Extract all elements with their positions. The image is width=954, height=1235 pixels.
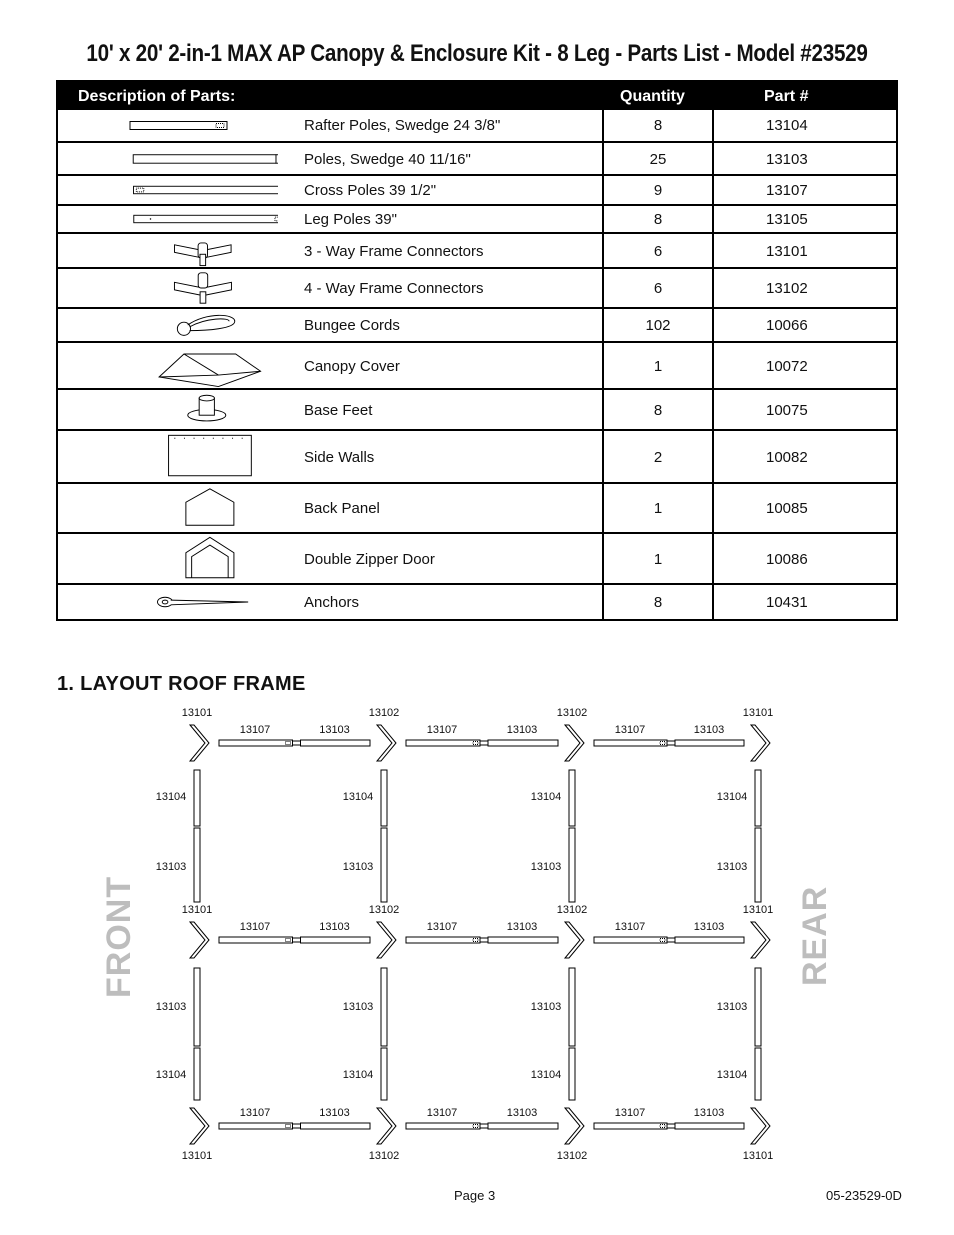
three-way-connector-icon [88, 234, 278, 267]
four-way-connector [565, 922, 584, 958]
swedge-pole-icon [88, 143, 278, 174]
pole-label: 13103 [319, 1107, 350, 1119]
quantity-cell [602, 390, 712, 429]
pole-label: 13107 [614, 724, 646, 736]
part-quantity: 8 [653, 211, 663, 228]
part-quantity: 6 [653, 243, 663, 260]
connector-label: 13101 [181, 707, 213, 719]
four-way-connector [377, 1108, 396, 1144]
part-number: 10431 [766, 594, 808, 611]
quantity-cell [602, 234, 712, 267]
swedge-pole [755, 828, 761, 902]
cross-pole [406, 740, 480, 746]
part-description: Leg Poles 39" [304, 211, 397, 228]
three-way-connector [190, 1108, 209, 1144]
cross-pole [594, 1123, 667, 1129]
connector-label: 13101 [742, 1150, 774, 1162]
swedge-pole [301, 1123, 371, 1129]
part-number: 13104 [766, 117, 808, 134]
table-row [58, 110, 896, 141]
part-number: 10066 [766, 317, 808, 334]
table-row [58, 482, 896, 532]
pole-label: 13103 [319, 724, 350, 736]
part-description: Side Walls [304, 449, 375, 466]
cross-pole [594, 937, 667, 943]
leg-pole-icon [88, 206, 278, 232]
part-quantity: 8 [653, 117, 663, 134]
pole-label: 13103 [716, 861, 748, 873]
part-number-cell [712, 343, 896, 388]
three-way-connector [190, 725, 209, 761]
part-number: 10082 [766, 449, 808, 466]
rafter-pole [381, 770, 387, 826]
swedge-pole [381, 968, 387, 1046]
swedge-joint [667, 938, 675, 942]
table-row [58, 583, 896, 619]
part-number: 10075 [766, 402, 808, 419]
quantity-cell [602, 309, 712, 341]
table-row [58, 267, 896, 307]
table-row [58, 388, 896, 429]
swedge-joint [480, 1124, 488, 1128]
part-number: 10085 [766, 500, 808, 517]
swedge-pole [675, 937, 744, 943]
table-row [58, 341, 896, 388]
pole-label: 13107 [426, 724, 458, 736]
zipper-door-icon [88, 534, 278, 583]
swedge-pole [301, 937, 371, 943]
page-title: 10' x 20' 2-in-1 MAX AP Canopy & Enclosure Kit - 8 Leg - Parts List - Model #23529 [86, 40, 868, 67]
quantity-cell [602, 484, 712, 532]
part-quantity: 1 [653, 551, 663, 568]
part-description: Bungee Cords [304, 317, 400, 334]
connector-label: 13101 [181, 1150, 213, 1162]
quantity-cell [602, 176, 712, 204]
swedge-pole [488, 1123, 558, 1129]
rafter-pole [569, 770, 575, 826]
bungee-cord-icon [88, 309, 278, 341]
swedge-joint [293, 1124, 301, 1128]
quantity-cell [602, 110, 712, 141]
pole-label: 13103 [155, 1001, 187, 1013]
part-number: 10086 [766, 551, 808, 568]
part-number-cell [712, 309, 896, 341]
four-way-connector [565, 1108, 584, 1144]
pole-label: 13107 [426, 921, 458, 933]
pole-label: 13103 [530, 861, 562, 873]
table-row [58, 307, 896, 341]
table-row [58, 532, 896, 583]
part-number-cell [712, 534, 896, 583]
document-number: 05-23529-0D [826, 1188, 902, 1203]
pole-label: 13103 [506, 724, 538, 736]
part-description: Base Feet [304, 402, 373, 419]
cross-pole [219, 740, 293, 746]
swedge-pole [381, 828, 387, 902]
part-description: Rafter Poles, Swedge 24 3/8" [304, 117, 501, 134]
part-number-cell [712, 484, 896, 532]
canopy-cover-icon [88, 343, 278, 388]
part-quantity: 2 [653, 449, 663, 466]
swedge-pole [675, 1123, 744, 1129]
four-way-connector-icon [88, 269, 278, 307]
rafter-pole [381, 1048, 387, 1100]
pole-label: 13103 [506, 921, 538, 933]
swedge-pole [488, 740, 558, 746]
pole-label: 13104 [155, 1069, 187, 1081]
table-body [58, 110, 896, 619]
three-way-connector [751, 1108, 770, 1144]
pole-label: 13107 [614, 921, 646, 933]
part-quantity: 6 [653, 280, 663, 297]
quantity-cell [602, 431, 712, 482]
pole-label: 13103 [342, 1001, 374, 1013]
table-row [58, 232, 896, 267]
quantity-cell [602, 269, 712, 307]
pole-label: 13103 [693, 1107, 725, 1119]
part-description: Canopy Cover [304, 358, 400, 375]
part-number-cell [712, 206, 896, 232]
side-wall-icon [88, 431, 278, 482]
rear-label: REAR [796, 885, 834, 986]
pole-label: 13104 [342, 791, 374, 803]
pole-label: 13104 [716, 791, 748, 803]
quantity-cell [602, 534, 712, 583]
table-row [58, 141, 896, 174]
connector-label: 13102 [368, 707, 400, 719]
rafter-pole [569, 1048, 575, 1100]
part-number: 10072 [766, 358, 808, 375]
swedge-joint [667, 741, 675, 745]
part-number-cell [712, 431, 896, 482]
quantity-cell [602, 206, 712, 232]
part-quantity: 8 [653, 402, 663, 419]
roof-frame-diagram [0, 690, 954, 1170]
cross-pole [406, 937, 480, 943]
part-number-cell [712, 269, 896, 307]
page-number: Page 3 [454, 1188, 496, 1203]
part-description: Poles, Swedge 40 11/16" [304, 151, 471, 168]
four-way-connector [377, 725, 396, 761]
pole-label: 13104 [530, 1069, 562, 1081]
pole-label: 13103 [155, 861, 187, 873]
back-panel-icon [88, 484, 278, 532]
swedge-joint [480, 741, 488, 745]
pole-label: 13103 [693, 724, 725, 736]
three-way-connector [751, 725, 770, 761]
quantity-cell [602, 343, 712, 388]
base-foot-icon [88, 390, 278, 429]
part-description: Double Zipper Door [304, 551, 435, 568]
cross-pole [219, 937, 293, 943]
parts-table [56, 80, 898, 621]
table-row [58, 429, 896, 482]
part-number-cell [712, 143, 896, 174]
pole-label: 13104 [716, 1069, 748, 1081]
part-quantity: 1 [653, 500, 663, 517]
part-number: 13101 [766, 243, 808, 260]
part-number-cell [712, 234, 896, 267]
section-title: 1. LAYOUT ROOF FRAME [57, 673, 306, 695]
pole-label: 13103 [506, 1107, 538, 1119]
four-way-connector [377, 922, 396, 958]
table-header [58, 82, 896, 110]
part-description: 4 - Way Frame Connectors [304, 280, 484, 297]
header-description: Description of Parts: [78, 88, 236, 105]
part-number: 13102 [766, 280, 808, 297]
swedge-joint [293, 741, 301, 745]
pole-label: 13103 [530, 1001, 562, 1013]
table-row [58, 204, 896, 232]
connector-label: 13102 [368, 904, 400, 916]
pole-label: 13107 [239, 921, 271, 933]
swedge-pole [488, 937, 558, 943]
part-quantity: 8 [653, 594, 663, 611]
part-quantity: 102 [645, 317, 671, 334]
part-number-cell [712, 110, 896, 141]
connector-label: 13101 [742, 904, 774, 916]
swedge-joint [480, 938, 488, 942]
connector-label: 13101 [181, 904, 213, 916]
part-number: 13107 [766, 182, 808, 199]
header-quantity: Quantity [620, 88, 685, 105]
front-label: FRONT [100, 875, 138, 998]
quantity-cell [602, 143, 712, 174]
pole-label: 13107 [239, 724, 271, 736]
part-number: 13103 [766, 151, 808, 168]
rafter-pole [755, 1048, 761, 1100]
swedge-pole [301, 740, 371, 746]
pole-label: 13104 [155, 791, 187, 803]
table-row [58, 174, 896, 204]
part-number-cell [712, 390, 896, 429]
pole-label: 13107 [614, 1107, 646, 1119]
cross-pole [406, 1123, 480, 1129]
pole-label: 13103 [716, 1001, 748, 1013]
rafter-pole [194, 1048, 200, 1100]
swedge-pole [569, 828, 575, 902]
connector-label: 13102 [556, 1150, 588, 1162]
rafter-pole-icon [88, 110, 278, 141]
part-number-cell [712, 585, 896, 619]
part-number-cell [712, 176, 896, 204]
swedge-pole [755, 968, 761, 1046]
part-quantity: 1 [653, 358, 663, 375]
pole-label: 13107 [239, 1107, 271, 1119]
part-quantity: 25 [649, 151, 667, 168]
part-number: 13105 [766, 211, 808, 228]
anchor-icon [88, 585, 278, 619]
swedge-pole [194, 828, 200, 902]
rafter-pole [755, 770, 761, 826]
four-way-connector [565, 725, 584, 761]
cross-pole-icon [88, 176, 278, 204]
part-description: Back Panel [304, 500, 380, 517]
three-way-connector [190, 922, 209, 958]
part-description: Cross Poles 39 1/2" [304, 182, 437, 199]
part-description: Anchors [304, 594, 360, 611]
part-quantity: 9 [653, 182, 663, 199]
connector-label: 13101 [742, 707, 774, 719]
pole-label: 13103 [319, 921, 350, 933]
pole-label: 13104 [530, 791, 562, 803]
cross-pole [219, 1123, 293, 1129]
connector-label: 13102 [556, 904, 588, 916]
connector-label: 13102 [556, 707, 588, 719]
swedge-pole [675, 740, 744, 746]
pole-label: 13107 [426, 1107, 458, 1119]
pole-label: 13103 [693, 921, 725, 933]
part-description: 3 - Way Frame Connectors [304, 243, 484, 260]
three-way-connector [751, 922, 770, 958]
pole-label: 13104 [342, 1069, 374, 1081]
swedge-pole [569, 968, 575, 1046]
header-part: Part # [764, 88, 809, 105]
swedge-joint [667, 1124, 675, 1128]
quantity-cell [602, 585, 712, 619]
connector-label: 13102 [368, 1150, 400, 1162]
swedge-pole [194, 968, 200, 1046]
cross-pole [594, 740, 667, 746]
rafter-pole [194, 770, 200, 826]
pole-label: 13103 [342, 861, 374, 873]
swedge-joint [293, 938, 301, 942]
